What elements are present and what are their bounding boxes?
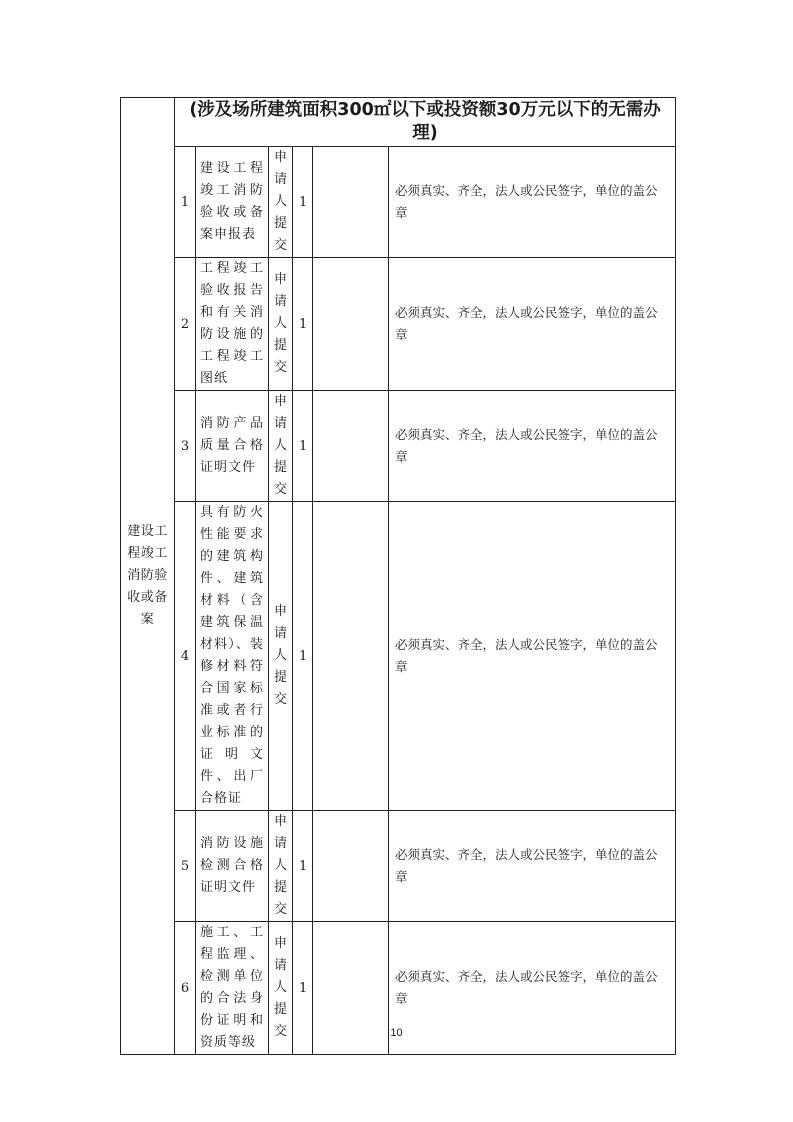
empty-cell [313,502,389,811]
empty-cell [313,391,389,502]
table-row [121,258,676,391]
material-requirement: 必须真实、齐全，法人或公民签字，单位的盖公章 [389,391,676,502]
material-name: 具有防火性能要求的建筑构件、建筑材料（含建筑保温材料）、装修材料符合国家标准或者行业标准的证明文件、出厂合格证 [196,502,269,811]
material-requirement: 必须真实、齐全，法人或公民签字，单位的盖公章 [389,502,676,811]
material-requirement: 必须真实、齐全，法人或公民签字，单位的盖公章 [389,147,676,258]
material-count: 1 [293,258,313,391]
material-count: 1 [293,922,313,1055]
material-count: 1 [293,147,313,258]
materials-table [120,97,676,1055]
notice-cell [175,98,676,147]
material-name: 建设工程竣工消防验收或备案申报表 [196,147,269,258]
material-requirement: 必须真实、齐全，法人或公民签字，单位的盖公章 [389,811,676,922]
material-name: 消防产品质量合格证明文件 [196,391,269,502]
notice-row [121,98,676,147]
material-count: 1 [293,391,313,502]
material-requirement: 必须真实、齐全，法人或公民签字，单位的盖公章 [389,922,676,1055]
material-source: 申请人提交 [269,502,293,811]
category-label: 建设工程竣工消防验收或备案 [127,524,168,627]
row-number: 6 [175,922,196,1055]
material-name: 施工、工程监理、检测单位的合法身份证明和资质等级 [196,922,269,1055]
category-cell [121,98,175,1055]
notice-text: (涉及场所建筑面积300㎡以下或投资额30万元以下的无需办理) [189,100,661,143]
empty-cell [313,811,389,922]
row-number: 5 [175,811,196,922]
table-row [121,811,676,922]
page-number: 10 [390,1027,403,1039]
row-number: 1 [175,147,196,258]
material-count: 1 [293,811,313,922]
table-row [121,502,676,811]
material-source: 申请人提交 [269,147,293,258]
empty-cell [313,258,389,391]
table-row [121,147,676,258]
material-count: 1 [293,502,313,811]
material-source: 申请人提交 [269,391,293,502]
material-name: 消防设施检测合格证明文件 [196,811,269,922]
material-source: 申请人提交 [269,258,293,391]
table-row [121,391,676,502]
material-requirement: 必须真实、齐全，法人或公民签字，单位的盖公章 [389,258,676,391]
empty-cell [313,147,389,258]
row-number: 2 [175,258,196,391]
material-name: 工程竣工验收报告和有关消防设施的工程竣工图纸 [196,258,269,391]
material-source: 申请人提交 [269,922,293,1055]
material-source: 申请人提交 [269,811,293,922]
row-number: 4 [175,502,196,811]
row-number: 3 [175,391,196,502]
